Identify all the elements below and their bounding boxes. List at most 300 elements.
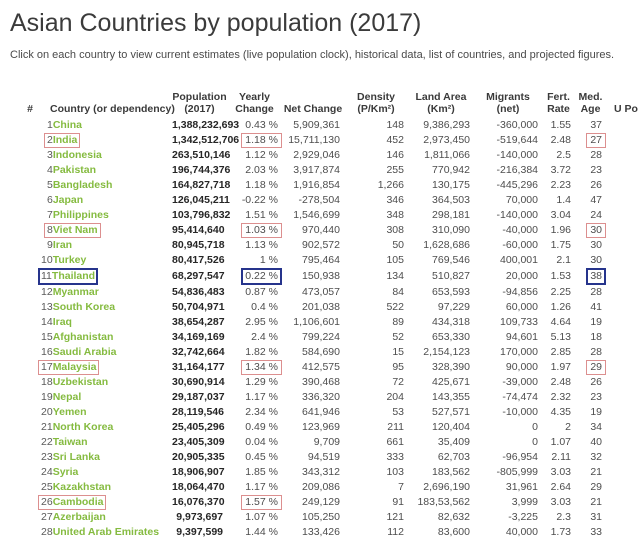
table-row xyxy=(10,133,640,148)
rank-country-cell xyxy=(10,465,172,480)
population-cell: 32,742,664 xyxy=(172,346,225,358)
net-change-cell: 390,468 xyxy=(302,376,340,388)
med-age-cell xyxy=(575,330,606,345)
med-age-value: 34 xyxy=(590,421,602,433)
land-area-cell: 62,703 xyxy=(437,451,470,463)
col-header-population: Population (2017) xyxy=(172,91,227,115)
fert-rate-cell: 4.64 xyxy=(550,316,571,328)
urban-pop-cell xyxy=(606,148,640,163)
migrants-cell: -10,000 xyxy=(502,406,538,418)
land-area-cell: 2,154,123 xyxy=(423,346,470,358)
country-link[interactable]: Sri Lanka xyxy=(52,451,100,463)
net-change-cell: 5,909,361 xyxy=(293,119,340,131)
yearly-change-cell xyxy=(227,420,282,435)
countries-table xyxy=(10,91,640,540)
population-cell: 54,836,483 xyxy=(172,286,225,298)
med-age-value: 21 xyxy=(590,496,602,508)
med-age-value: 28 xyxy=(590,149,602,161)
fert-rate-cell: 1.26 xyxy=(550,301,571,313)
density-cell: 255 xyxy=(386,164,404,176)
population-cell: 196,744,376 xyxy=(172,164,231,176)
country-highlight-box xyxy=(38,253,89,268)
rank-number: 8 xyxy=(47,224,53,236)
urban-pop-cell xyxy=(606,193,640,208)
land-area-cell: 527,571 xyxy=(432,406,470,418)
med-age-cell xyxy=(575,253,606,268)
yearly-change-cell xyxy=(227,238,282,253)
rank-number: 28 xyxy=(41,526,53,538)
migrants-cell: 0 xyxy=(532,436,538,448)
fert-rate-cell: 1.75 xyxy=(550,239,571,251)
country-highlight-box xyxy=(38,315,75,330)
country-highlight-box xyxy=(38,435,91,450)
table-row xyxy=(10,253,640,268)
med-age-value: 47 xyxy=(590,194,602,206)
population-cell: 80,945,718 xyxy=(172,239,225,251)
rank-number: 11 xyxy=(41,270,52,282)
table-row xyxy=(10,405,640,420)
density-cell: 134 xyxy=(386,270,404,282)
migrants-cell: -74,474 xyxy=(502,391,538,403)
rank-country-cell xyxy=(10,178,172,193)
land-area-cell: 653,330 xyxy=(432,331,470,343)
col-header-net-change: Net Change xyxy=(283,103,343,115)
rank-number: 25 xyxy=(41,481,53,493)
migrants-cell: -39,000 xyxy=(502,376,538,388)
land-area-cell: 310,090 xyxy=(432,224,470,236)
density-cell: 112 xyxy=(387,526,404,538)
net-change-cell: 94,519 xyxy=(307,451,340,463)
table-row xyxy=(10,525,640,540)
med-age-value: 29 xyxy=(590,481,602,493)
urban-pop-cell xyxy=(606,223,640,238)
med-age-cell xyxy=(575,193,606,208)
med-age-cell xyxy=(575,118,606,133)
land-area-cell: 364,503 xyxy=(432,194,470,206)
country-highlight-box xyxy=(38,285,102,300)
col-header-yearly-change: Yearly Change xyxy=(235,91,274,115)
yearly-change-value: 1.03 % xyxy=(241,223,282,238)
fert-rate-cell: 1.97 xyxy=(550,361,571,373)
net-change-cell: 1,546,699 xyxy=(293,209,340,221)
med-age-value: 30 xyxy=(590,239,602,251)
land-area-cell: 510,827 xyxy=(432,270,470,282)
country-highlight-box xyxy=(44,178,115,193)
urban-pop-cell xyxy=(606,178,640,193)
country-highlight-box xyxy=(38,330,116,345)
yearly-change-cell xyxy=(227,268,282,285)
rank-country-cell xyxy=(10,268,172,285)
country-link[interactable]: Philippines xyxy=(52,209,109,221)
urban-pop-cell xyxy=(606,360,640,375)
country-link[interactable]: Saudi Arabia xyxy=(52,346,117,358)
country-link[interactable]: South Korea xyxy=(52,301,116,313)
fert-rate-cell: 5.13 xyxy=(550,331,571,343)
country-link[interactable]: Uzbekistan xyxy=(52,376,109,388)
rank-number: 21 xyxy=(41,421,53,433)
rank-number: 17 xyxy=(41,361,53,373)
rank-number: 15 xyxy=(41,331,53,343)
col-header-migrants: Migrants (net) xyxy=(486,91,530,115)
country-link[interactable]: Bangladesh xyxy=(52,179,113,191)
fert-rate-cell: 1.4 xyxy=(556,194,571,206)
table-row xyxy=(10,480,640,495)
med-age-cell xyxy=(575,465,606,480)
page-title: Asian Countries by population (2017) xyxy=(10,9,422,37)
med-age-cell xyxy=(575,285,606,300)
migrants-cell: -96,954 xyxy=(502,451,538,463)
yearly-change-value: 0.04 % xyxy=(245,436,278,448)
table-row xyxy=(10,345,640,360)
yearly-change-cell xyxy=(227,285,282,300)
population-cell: 18,906,907 xyxy=(172,466,225,478)
med-age-cell xyxy=(575,345,606,360)
rank-number: 26 xyxy=(41,496,53,508)
density-cell: 522 xyxy=(386,301,404,313)
yearly-change-cell xyxy=(227,390,282,405)
country-highlight-box xyxy=(38,300,118,315)
fert-rate-cell: 2 xyxy=(565,421,571,433)
population-cell: 28,119,546 xyxy=(172,406,224,418)
migrants-cell: 109,733 xyxy=(500,316,538,328)
population-cell: 68,297,547 xyxy=(172,270,225,282)
urban-pop-cell xyxy=(606,118,640,133)
rank-country-cell xyxy=(10,375,172,390)
rank-number: 16 xyxy=(41,346,53,358)
urban-pop-cell xyxy=(606,405,640,420)
table-row xyxy=(10,330,640,345)
rank-country-cell xyxy=(10,330,172,345)
net-change-cell: 133,426 xyxy=(302,526,340,538)
fert-rate-cell: 2.48 xyxy=(550,134,571,146)
country-highlight-box xyxy=(38,525,162,540)
table-row xyxy=(10,495,640,510)
table-row xyxy=(10,223,640,238)
med-age-value: 41 xyxy=(590,301,602,313)
urban-pop-cell xyxy=(606,435,640,450)
migrants-cell: -805,999 xyxy=(496,466,538,478)
med-age-cell xyxy=(575,148,606,163)
country-link[interactable]: China xyxy=(52,119,83,131)
med-age-cell xyxy=(575,360,606,375)
table-row xyxy=(10,465,640,480)
rank-country-cell xyxy=(10,525,172,540)
country-highlight-box xyxy=(44,193,86,208)
country-link[interactable]: Malaysia xyxy=(52,361,97,373)
rank-country-cell xyxy=(10,300,172,315)
fert-rate-cell: 2.23 xyxy=(550,179,571,191)
country-link[interactable]: Pakistan xyxy=(52,164,97,176)
med-age-cell xyxy=(575,405,606,420)
fert-rate-cell: 2.32 xyxy=(550,391,571,403)
med-age-cell xyxy=(575,315,606,330)
yearly-change-cell xyxy=(227,375,282,390)
rank-country-cell xyxy=(10,208,172,223)
yearly-change-value: 0.87 % xyxy=(245,286,278,298)
population-cell: 34,169,169 xyxy=(172,331,225,343)
table-row xyxy=(10,118,640,133)
net-change-cell: 902,572 xyxy=(302,239,340,251)
migrants-cell: -519,644 xyxy=(496,134,538,146)
med-age-value: 30 xyxy=(586,223,606,238)
col-header-rank: # xyxy=(27,103,33,115)
rank-country-cell xyxy=(10,253,172,268)
migrants-cell: -445,296 xyxy=(496,179,538,191)
yearly-change-value: 0.43 % xyxy=(245,119,278,131)
col-header-urban-pop: U Po xyxy=(614,103,638,115)
country-link[interactable]: Indonesia xyxy=(52,149,102,161)
country-link[interactable]: Yemen xyxy=(52,406,87,418)
med-age-value: 38 xyxy=(586,268,606,285)
yearly-change-value: 1 % xyxy=(259,254,278,266)
population-cell: 164,827,718 xyxy=(172,179,231,191)
migrants-cell: 90,000 xyxy=(505,361,538,373)
med-age-cell xyxy=(575,495,606,510)
yearly-change-value: 1.18 % xyxy=(245,179,278,191)
yearly-change-value: 0.4 % xyxy=(251,301,278,313)
country-link[interactable]: Viet Nam xyxy=(52,224,98,236)
net-change-cell: 1,106,601 xyxy=(293,316,340,328)
density-cell: 53 xyxy=(392,406,404,418)
yearly-change-cell xyxy=(227,223,282,238)
rank-country-cell xyxy=(10,163,172,178)
rank-country-cell xyxy=(10,118,172,133)
yearly-change-cell xyxy=(227,345,282,360)
med-age-value: 21 xyxy=(590,466,602,478)
yearly-change-value: 0.22 % xyxy=(241,268,282,285)
country-link[interactable]: Nepal xyxy=(52,391,82,403)
rank-number: 2 xyxy=(47,134,53,146)
yearly-change-cell xyxy=(227,193,282,208)
density-cell: 452 xyxy=(386,134,404,146)
table-row xyxy=(10,208,640,223)
rank-country-cell xyxy=(10,450,172,465)
med-age-value: 26 xyxy=(590,376,602,388)
net-change-cell: 15,711,130 xyxy=(288,134,340,146)
population-cell: 25,405,296 xyxy=(172,421,225,433)
urban-pop-cell xyxy=(606,480,640,495)
yearly-change-cell xyxy=(227,163,282,178)
yearly-change-value: 1.57 % xyxy=(241,495,282,510)
country-link[interactable]: Kazakhstan xyxy=(52,481,112,493)
population-cell: 9,973,697 xyxy=(176,511,223,523)
country-link[interactable]: Japan xyxy=(52,194,84,206)
yearly-change-value: -0.22 % xyxy=(241,194,278,206)
med-age-value: 40 xyxy=(590,436,602,448)
migrants-cell: -3,225 xyxy=(508,511,538,523)
country-highlight-box xyxy=(38,480,114,495)
land-area-cell: 82,632 xyxy=(437,511,470,523)
migrants-cell: 60,000 xyxy=(505,301,538,313)
med-age-value: 32 xyxy=(590,451,602,463)
density-cell: 204 xyxy=(386,391,404,403)
yearly-change-cell xyxy=(227,315,282,330)
net-change-cell: 201,038 xyxy=(302,301,340,313)
land-area-cell: 434,318 xyxy=(432,316,470,328)
col-header-land-area: Land Area (Km²) xyxy=(415,91,467,115)
rank-number: 3 xyxy=(47,149,53,161)
net-change-cell: 795,464 xyxy=(302,254,340,266)
table-row xyxy=(10,375,640,390)
table-row xyxy=(10,435,640,450)
net-change-cell: 2,929,046 xyxy=(293,149,340,161)
rank-country-cell xyxy=(10,420,172,435)
rank-number: 13 xyxy=(41,301,53,313)
yearly-change-cell xyxy=(227,450,282,465)
population-cell: 18,064,470 xyxy=(172,481,225,493)
country-link[interactable]: Taiwan xyxy=(52,436,88,448)
land-area-cell: 97,229 xyxy=(437,301,470,313)
yearly-change-cell xyxy=(227,148,282,163)
land-area-cell: 653,593 xyxy=(432,286,470,298)
country-link[interactable]: Afghanistan xyxy=(52,331,114,343)
med-age-cell xyxy=(575,133,606,148)
yearly-change-value: 2.95 % xyxy=(245,316,278,328)
yearly-change-value: 1.82 % xyxy=(245,346,278,358)
rank-country-cell xyxy=(10,238,172,253)
rank-number: 9 xyxy=(47,239,53,251)
col-header-fert-rate: Fert. Rate xyxy=(547,91,570,115)
med-age-value: 27 xyxy=(586,133,606,148)
net-change-cell: 412,575 xyxy=(302,361,340,373)
fert-rate-cell: 1.55 xyxy=(550,119,571,131)
table-body xyxy=(10,118,640,540)
yearly-change-value: 1.85 % xyxy=(245,466,278,478)
land-area-cell: 83,600 xyxy=(437,526,470,538)
table-row xyxy=(10,163,640,178)
med-age-cell xyxy=(575,268,606,285)
country-highlight-box xyxy=(38,345,119,360)
density-cell: 95 xyxy=(392,361,404,373)
med-age-value: 18 xyxy=(590,331,602,343)
med-age-value: 37 xyxy=(590,119,602,131)
rank-country-cell xyxy=(10,405,172,420)
yearly-change-value: 1.07 % xyxy=(245,511,278,523)
country-highlight-box xyxy=(44,238,75,253)
land-area-cell: 1,811,066 xyxy=(424,149,470,161)
migrants-cell: -140,000 xyxy=(496,209,538,221)
urban-pop-cell xyxy=(606,300,640,315)
land-area-cell: 120,404 xyxy=(432,421,470,433)
country-highlight-box xyxy=(38,495,106,510)
migrants-cell: -140,000 xyxy=(496,149,538,161)
land-area-cell: 130,175 xyxy=(432,179,470,191)
land-area-cell: 35,409 xyxy=(437,436,470,448)
net-change-cell: 473,057 xyxy=(302,286,340,298)
med-age-cell xyxy=(575,375,606,390)
country-link[interactable]: Iran xyxy=(52,239,73,251)
migrants-cell: -216,384 xyxy=(496,164,538,176)
fert-rate-cell: 1.53 xyxy=(550,270,571,282)
country-link[interactable]: Cambodia xyxy=(52,496,104,508)
population-cell: 16,076,370 xyxy=(172,496,225,508)
population-cell: 103,796,832 xyxy=(172,209,231,221)
rank-number: 6 xyxy=(47,194,53,206)
net-change-cell: 584,690 xyxy=(302,346,340,358)
migrants-cell: 20,000 xyxy=(505,270,538,282)
net-change-cell: 9,709 xyxy=(313,436,340,448)
net-change-cell: 105,250 xyxy=(302,511,340,523)
med-age-cell xyxy=(575,525,606,540)
net-change-cell: 799,224 xyxy=(302,331,340,343)
country-link[interactable]: Azerbaijan xyxy=(52,511,106,523)
rank-number: 5 xyxy=(47,179,53,191)
fert-rate-cell: 2.11 xyxy=(551,451,571,463)
rank-number: 1 xyxy=(47,119,53,131)
fert-rate-cell: 4.35 xyxy=(550,406,571,418)
rank-number: 27 xyxy=(41,511,53,523)
country-link[interactable]: Myanmar xyxy=(52,286,99,298)
country-highlight-box xyxy=(38,390,84,405)
density-cell: 84 xyxy=(392,286,404,298)
country-link[interactable]: Iraq xyxy=(52,316,72,328)
rank-country-cell xyxy=(10,495,172,510)
country-link[interactable]: Syria xyxy=(52,466,79,478)
med-age-value: 30 xyxy=(590,254,602,266)
med-age-value: 19 xyxy=(590,406,602,418)
table-row xyxy=(10,390,640,405)
density-cell: 105 xyxy=(386,254,404,266)
net-change-cell: 150,938 xyxy=(302,270,340,282)
country-link[interactable]: North Korea xyxy=(52,421,114,433)
table-row xyxy=(10,285,640,300)
yearly-change-value: 0.45 % xyxy=(245,451,278,463)
migrants-cell: -94,856 xyxy=(502,286,538,298)
yearly-change-value: 1.13 % xyxy=(245,239,278,251)
table-row xyxy=(10,450,640,465)
density-cell: 50 xyxy=(392,239,404,251)
yearly-change-cell xyxy=(227,330,282,345)
yearly-change-cell xyxy=(227,480,282,495)
med-age-cell xyxy=(575,390,606,405)
yearly-change-value: 1.34 % xyxy=(241,360,282,375)
fert-rate-cell: 2.48 xyxy=(550,376,571,388)
net-change-cell: -278,504 xyxy=(298,194,340,206)
land-area-cell: 9,386,293 xyxy=(423,119,470,131)
density-cell: 211 xyxy=(387,421,404,433)
rank-number: 10 xyxy=(41,254,53,266)
page-subtitle: Click on each country to view current estimates (live population clock), historical data, list of countries, and projected figures. xyxy=(10,49,615,61)
med-age-cell xyxy=(575,420,606,435)
country-highlight-box xyxy=(38,450,103,465)
migrants-cell: 0 xyxy=(532,421,538,433)
net-change-cell: 641,946 xyxy=(302,406,340,418)
density-cell: 52 xyxy=(392,331,404,343)
country-highlight-box xyxy=(38,465,81,480)
rank-number: 22 xyxy=(41,436,53,448)
rank-number: 23 xyxy=(41,451,53,463)
migrants-cell: -60,000 xyxy=(502,239,538,251)
country-highlight-box xyxy=(44,223,101,238)
yearly-change-value: 1.17 % xyxy=(245,391,278,403)
rank-number: 19 xyxy=(41,391,53,403)
land-area-cell: 770,942 xyxy=(432,164,470,176)
country-highlight-box xyxy=(38,268,98,285)
country-link[interactable]: Turkey xyxy=(52,254,87,266)
country-link[interactable]: India xyxy=(52,134,78,146)
med-age-value: 19 xyxy=(590,316,602,328)
country-highlight-box xyxy=(44,118,85,133)
land-area-cell: 2,973,450 xyxy=(423,134,470,146)
country-link[interactable]: Thailand xyxy=(51,270,96,282)
country-link[interactable]: United Arab Emirates xyxy=(52,526,160,538)
land-area-cell: 143,355 xyxy=(432,391,470,403)
yearly-change-cell xyxy=(227,208,282,223)
med-age-cell xyxy=(575,208,606,223)
table-row xyxy=(10,315,640,330)
density-cell: 72 xyxy=(392,376,404,388)
med-age-cell xyxy=(575,238,606,253)
